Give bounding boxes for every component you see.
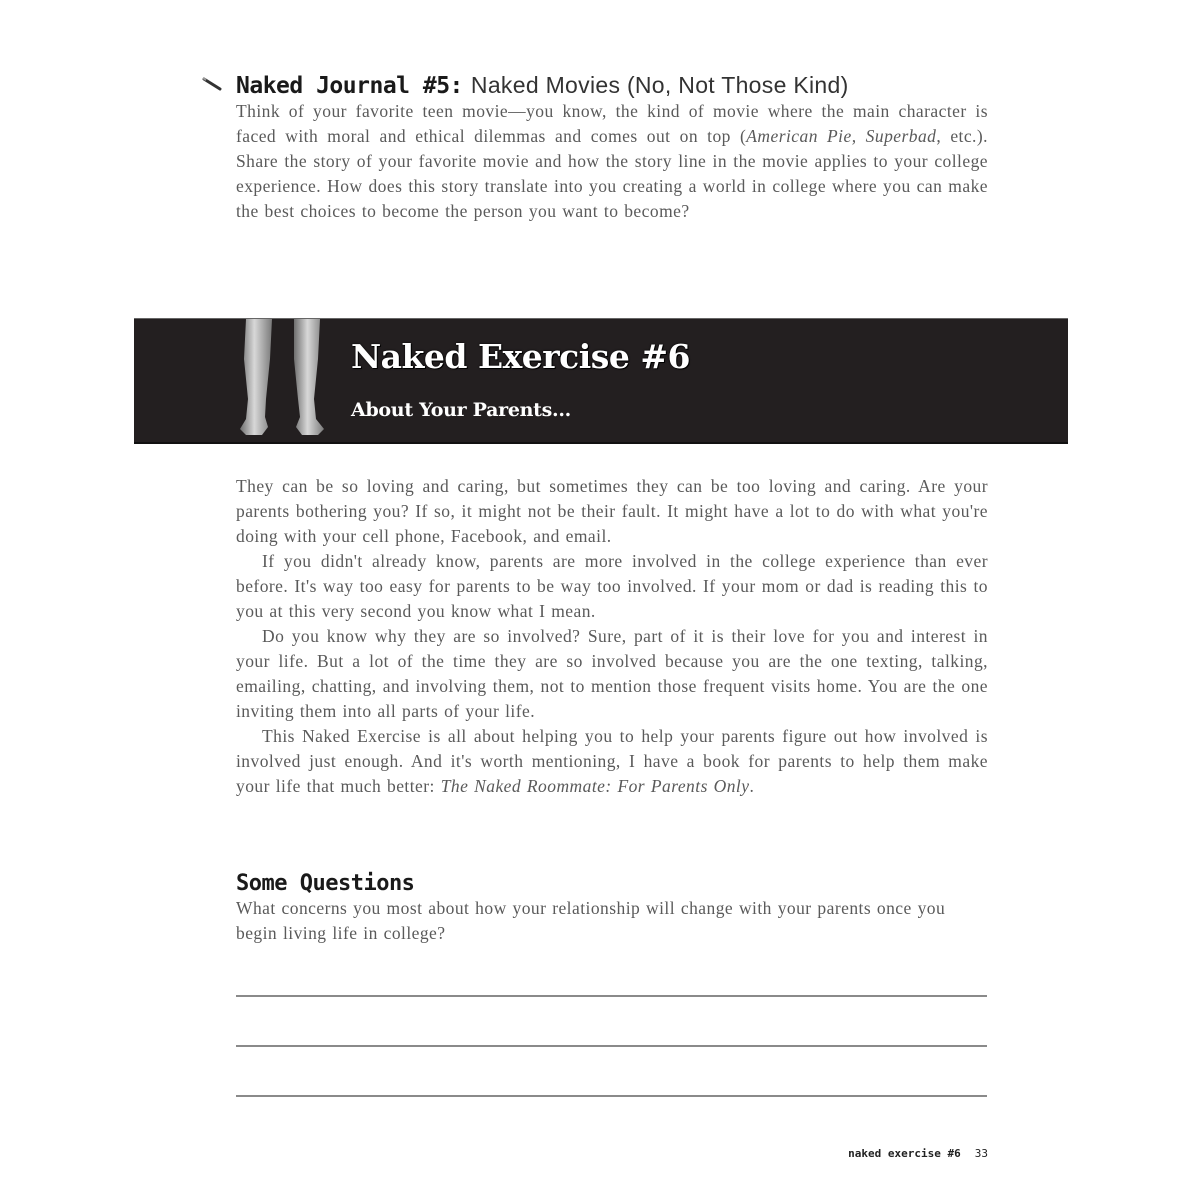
answer-line[interactable] [236, 995, 987, 997]
pencil-icon [202, 77, 224, 91]
journal-prompt-text-continued: , etc.). Share the story of your favorite movie and how the story line in the movie applies to your college experience. How does this story translate into you creating a world in college where you can make the best choices to become the person you want to become? [236, 126, 988, 221]
paragraph: They can be so loving and caring, but sometimes they can be too loving and caring. Are your parents bothering you? If so, it might not be their fault. It might have a lot to do with what you're doing with your cell phone, Facebook, and email. [236, 476, 988, 546]
page-footer [848, 1147, 988, 1160]
legs-image [232, 319, 332, 443]
journal-label: Naked Journal #5: [236, 73, 463, 99]
paragraph [236, 724, 988, 799]
paragraph: Do you know why they are so involved? Sure, part of it is their love for you and interest in your life. But a lot of the time they are so involved because you are the one texting, talking, emailing, chatting, and involving them, not to mention those frequent visits home. You are the one inviting them into all parts of your life. [236, 626, 988, 721]
exercise-subtitle: About Your Parents... [351, 399, 571, 421]
questions-heading: Some Questions [236, 871, 415, 896]
answer-line[interactable] [236, 1045, 987, 1047]
page-number: 33 [974, 1147, 988, 1160]
exercise-banner [134, 318, 1068, 444]
journal-section [236, 70, 988, 224]
paragraph: If you didn't already know, parents are more involved in the college experience than ever before. It's way too easy for parents to be way too involved. If your mom or dad is reading this to you at this very second you know what I mean. [236, 551, 988, 621]
running-head: naked exercise #6 [848, 1147, 961, 1160]
paragraph-text: This Naked Exercise is all about helping you to help your parents figure out how involved is involved just enough. And it's worth mentioning, I have a book for parents to help them make your life that much better: [236, 726, 988, 796]
book-title: The Naked Roommate: For Parents Only [440, 776, 750, 796]
questions-section [236, 870, 988, 946]
exercise-title: Naked Exercise #6 [351, 337, 690, 376]
paragraph-end: . [749, 776, 755, 796]
journal-heading [236, 70, 988, 101]
journal-prompt-text: Think of your favorite teen movie—you know, the kind of movie where the main character is faced with moral and ethical dilemmas and comes out on top ( [236, 101, 988, 146]
question-item: What concerns you most about how your relationship will change with your parents once you begin living life in college? [236, 898, 946, 943]
journal-prompt [236, 99, 988, 224]
journal-title: Naked Movies (No, Not Those Kind) [470, 72, 849, 98]
answer-line[interactable] [236, 1095, 987, 1097]
exercise-body [236, 474, 988, 799]
movie-titles: American Pie, Superbad [746, 126, 937, 146]
